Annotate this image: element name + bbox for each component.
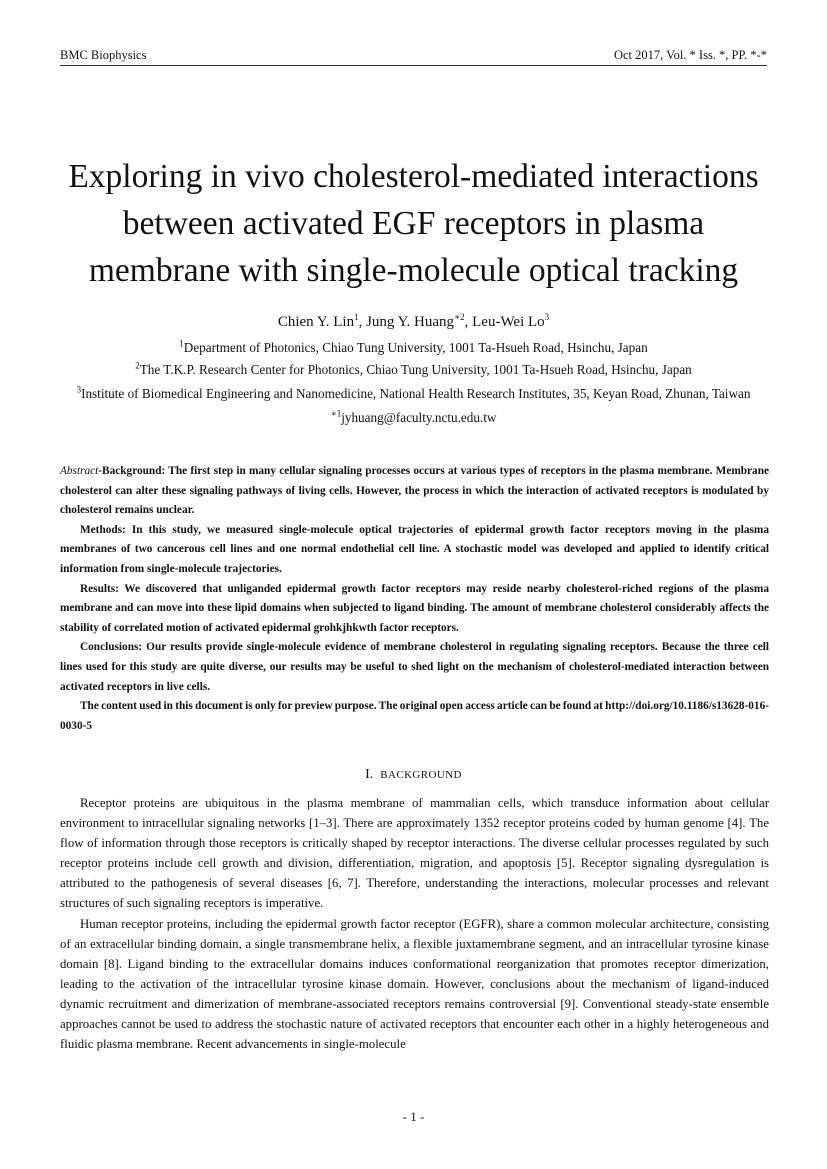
abstract-conclusions: Conclusions: Our results provide single-molecule evidence of membrane cholesterol in regulating signaling receptors. Because the three cell lines used for this study are quite diverse, our results may be useful to shed light on the mechanism of cholesterol-mediated interaction between activated receptors in live cells.: [60, 641, 769, 693]
affiliation: [20, 340, 807, 356]
corresponding-email: [20, 410, 807, 426]
email-text: jyhuang@faculty.nctu.edu.tw: [341, 410, 497, 425]
author-name: Chien Y. Lin: [277, 314, 355, 330]
affiliation: [20, 386, 807, 402]
author-separator: ,: [464, 314, 473, 330]
abstract: [60, 462, 769, 736]
running-header: [60, 47, 767, 66]
affiliation-mark: 1: [179, 338, 184, 349]
abstract-methods: Methods: In this study, we measured single-molecule optical trajectories of epidermal growth factor receptors moving in the plasma membranes of two cancerous cell lines and one normal endothelial cell line. A stochastic model was developed and applied to identify critical information from single-molecule trajectories.: [60, 523, 769, 575]
paragraph: Receptor proteins are ubiquitous in the plasma membrane of mammalian cells, which transduce information about cellular environment to intracellular signaling networks [1–3]. There are approximately 1352 receptor proteins coded by human genome [4]. The flow of information through those receptors is critically shaped by receptor interactions. The diverse cellular processes regulated by such receptor proteins include cell growth and division, differentiation, migration, and apoptosis [5]. Receptor signaling dysregulation is attributed to the pathogenesis of several diseases [6, 7]. Therefore, understanding the interactions, molecular processes and relevant structures of such signaling receptors is imperative.: [60, 796, 769, 911]
affiliation-mark: 2: [135, 360, 140, 371]
author-affiliation-mark: 3: [544, 312, 550, 322]
journal-name: BMC Biophysics: [60, 48, 147, 62]
title-line-1: Exploring in vivo cholesterol-mediated interactions: [68, 158, 759, 195]
page-number: - 1 -: [402, 1109, 425, 1124]
affiliation-mark: ∗1: [330, 408, 342, 419]
author-list: [40, 314, 787, 331]
affiliation-text: Institute of Biomedical Engineering and Nanomedicine, National Health Research Institutes, 35, Keyan Road, Zhunan, Taiwan: [81, 386, 751, 401]
section-heading: [40, 767, 787, 783]
affiliation: [20, 362, 807, 378]
paragraph: Human receptor proteins, including the epidermal growth factor receptor (EGFR), share a common molecular architecture, consisting of an extracellular binding domain, a single transmembrane helix, a flexible juxtamembrane segment, and an intracellular tyrosine kinase domain [8]. Ligand binding to the extracellular domains induces conformational reorganization that promotes receptor dimerization, leading to the activation of the intracellular tyrosine kinase domain. However, conclusions about the mechanism of ligand-induced dynamic recruitment and dimerization of membrane-associated receptors remains controversial [9]. Conventional steady-state ensemble approaches cannot be used to address the stochastic nature of activated receptors that encounter each other in a highly heterogeneous and fluidic plasma membrane. Recent advancements in single-molecule: [60, 916, 769, 1052]
abstract-background: [60, 462, 769, 521]
body-text: [60, 793, 769, 1054]
abstract-results: Results: We discovered that unliganded epidermal growth factor receptors may reside nearby cholesterol-riched regions of the plasma membrane and can move into these lipid domains when subjected to ligand binding. The amount of membrane cholesterol considerably affects the stability of correlated motion of activated epidermal grohkjhkwth factor receptors.: [60, 582, 769, 634]
author-name: Jung Y. Huang: [366, 314, 455, 330]
affiliation-text: Department of Photonics, Chiao Tung University, 1001 Ta-Hsueh Road, Hsinchu, Japan: [183, 340, 648, 355]
abstract-background-text: -Background: The first step in many cellular signaling processes occurs at various types of receptors in the plasma membrane. Membrane cholesterol can alter these signaling pathways of living cells. However, the process in which the interaction of activated receptors is modulated by cholesterol remains unclear.: [60, 465, 769, 517]
author-affiliation-mark: ∗2: [454, 312, 465, 322]
title-line-3: membrane with single-molecule optical tracking: [88, 252, 739, 289]
title-line-2: between activated EGF receptors in plasma: [122, 205, 705, 242]
author-separator: ,: [358, 314, 367, 330]
section-title: BACKGROUND: [380, 769, 462, 781]
issue-info: Oct 2017, Vol. * Iss. *, PP. *-*: [613, 48, 767, 62]
section-number: I.: [365, 767, 374, 782]
abstract-lead: Abstract: [60, 465, 99, 477]
paper-title: [40, 153, 787, 294]
author-name: Leu-Wei Lo: [472, 314, 545, 330]
author-affiliation-mark: 1: [354, 312, 359, 322]
affiliation-text: The T.K.P. Research Center for Photonics, Chiao Tung University, 1001 Ta-Hsueh Road, Hsinchu, Japan: [139, 362, 692, 377]
affiliation-mark: 3: [76, 384, 82, 395]
abstract-notice: The content used in this document is only for preview purpose. The original open access article can be found at http://doi.org/10.1186/s13628-016-0030-5: [60, 700, 769, 732]
